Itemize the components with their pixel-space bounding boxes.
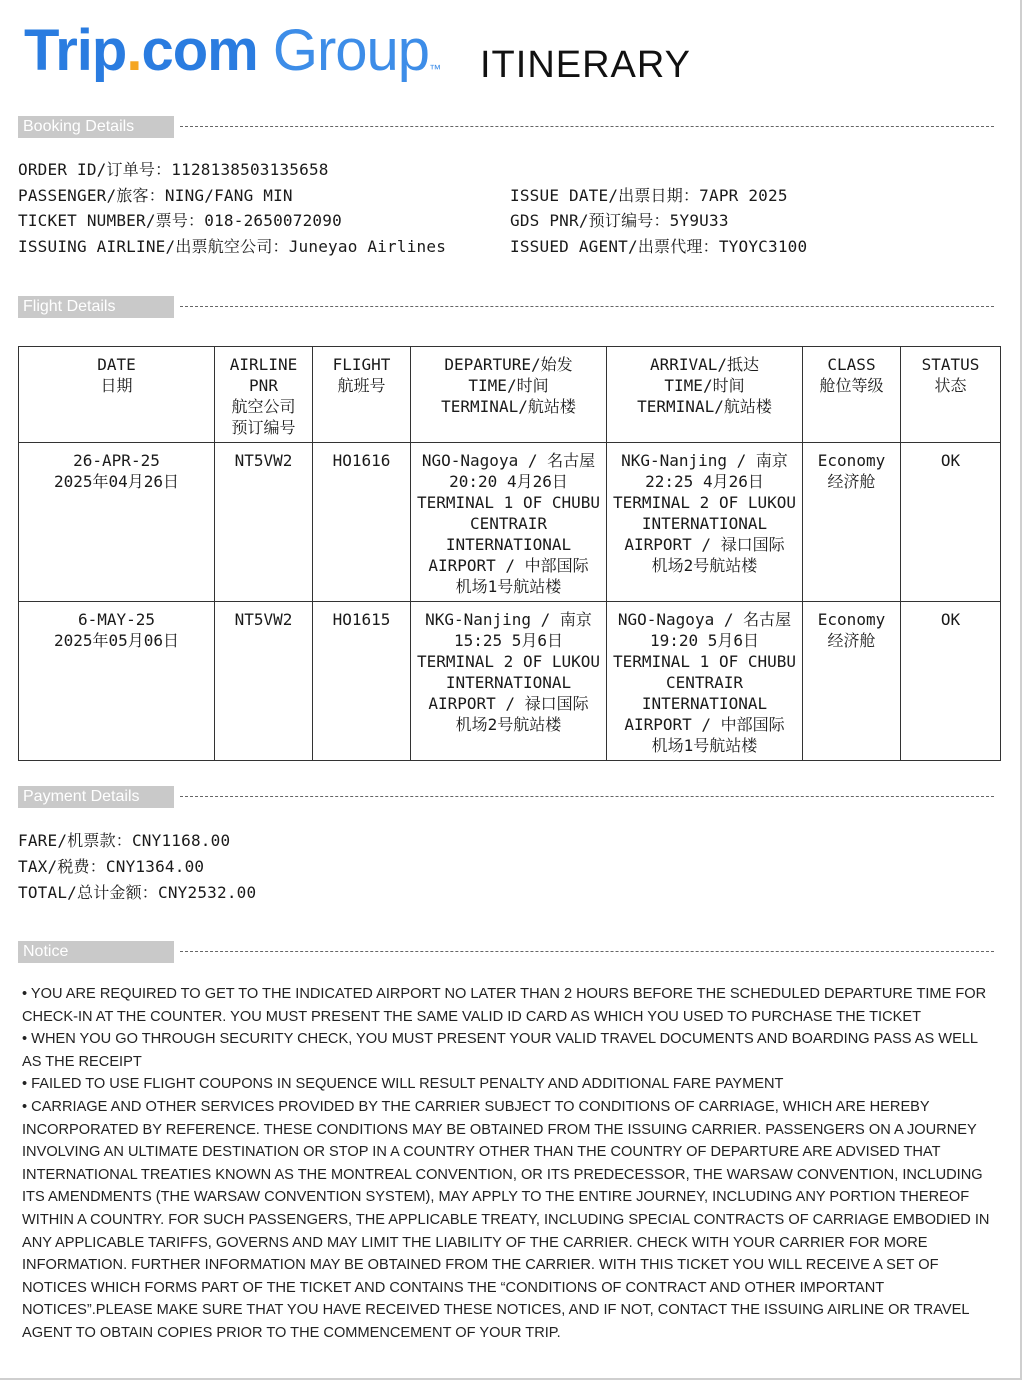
- table-row: [19, 443, 1001, 602]
- tax-amount: TAX/税费：CNY1364.00: [18, 857, 205, 876]
- cell-flight: HO1616: [313, 443, 411, 602]
- cell-departure: NKG-Nanjing / 南京 15:25 5月6日 TERMINAL 2 OF LUKOU INTERNATIONAL AIRPORT / 禄口国际 机场2号航站楼: [411, 602, 607, 761]
- logo-com: com: [141, 18, 258, 83]
- fare-amount: FARE/机票款：CNY1168.00: [18, 831, 231, 850]
- header-arrival: ARRIVAL/抵达 TIME/时间 TERMINAL/航站楼: [607, 347, 803, 443]
- cell-arrival: NKG-Nanjing / 南京 22:25 4月26日 TERMINAL 2 OF LUKOU INTERNATIONAL AIRPORT / 禄口国际 机场2号航站楼: [607, 443, 803, 602]
- cell-status: OK: [901, 602, 1001, 761]
- notice-item: • YOU ARE REQUIRED TO GET TO THE INDICATED AIRPORT NO LATER THAN 2 HOURS BEFORE THE SCHEDULED DEPARTURE TIME FOR CHECK-IN AT THE COUNTER. YOU MUST PRESENT THE SAME VALID ID CARD AS WHICH YOU USED TO PURCHASE THE TICKET: [22, 986, 987, 1025]
- flight-table: [18, 346, 1001, 761]
- dashed-divider: [180, 796, 994, 797]
- document-title: ITINERARY: [480, 44, 692, 86]
- trip-com-group-logo: [24, 14, 440, 88]
- section-payment-details: [18, 786, 994, 808]
- ticket-number: TICKET NUMBER/票号：018-2650072090: [18, 211, 342, 230]
- logo-dot: .: [126, 18, 142, 83]
- passenger-name: PASSENGER/旅客：NING/FANG MIN: [18, 186, 293, 205]
- section-label: Notice: [18, 941, 174, 963]
- table-row: [19, 602, 1001, 761]
- dashed-divider: [180, 951, 994, 952]
- notice-item: • FAILED TO USE FLIGHT COUPONS IN SEQUENCE WILL RESULT PENALTY AND ADDITIONAL FARE PAYMENT: [22, 1076, 784, 1093]
- dashed-divider: [180, 126, 994, 127]
- logo-brand: Trip: [24, 18, 127, 83]
- header-departure: DEPARTURE/始发 TIME/时间 TERMINAL/航站楼: [411, 347, 607, 443]
- notice-list: [22, 983, 997, 1345]
- cell-arrival: NGO-Nagoya / 名古屋 19:20 5月6日 TERMINAL 1 OF CHUBU CENTRAIR INTERNATIONAL AIRPORT / 中部国际 机场1号航站楼: [607, 602, 803, 761]
- cell-date: 26-APR-25 2025年04月26日: [19, 443, 215, 602]
- logo-trademark: ™: [429, 62, 441, 76]
- issued-agent: ISSUED AGENT/出票代理：TYOYC3100: [510, 237, 808, 256]
- header-flight: FLIGHT 航班号: [313, 347, 411, 443]
- order-id: ORDER ID/订单号：1128138503135658: [18, 160, 329, 179]
- header-date: DATE 日期: [19, 347, 215, 443]
- cell-status: OK: [901, 443, 1001, 602]
- cell-class: Economy 经济舱: [803, 443, 901, 602]
- flight-table-header: [19, 347, 1001, 443]
- section-booking-details: [18, 116, 994, 138]
- section-label: Flight Details: [18, 296, 174, 318]
- total-amount: TOTAL/总计金额：CNY2532.00: [18, 883, 257, 902]
- cell-pnr: NT5VW2: [215, 602, 313, 761]
- issue-date: ISSUE DATE/出票日期：7APR 2025: [510, 186, 788, 205]
- cell-date: 6-MAY-25 2025年05月06日: [19, 602, 215, 761]
- dashed-divider: [180, 306, 994, 307]
- cell-flight: HO1615: [313, 602, 411, 761]
- cell-departure: NGO-Nagoya / 名古屋 20:20 4月26日 TERMINAL 1 OF CHUBU CENTRAIR INTERNATIONAL AIRPORT / 中部国际 机场1号航站楼: [411, 443, 607, 602]
- section-notice: [18, 941, 994, 963]
- cell-class: Economy 经济舱: [803, 602, 901, 761]
- header-status: STATUS 状态: [901, 347, 1001, 443]
- logo-group: Group: [257, 18, 430, 83]
- section-flight-details: [18, 296, 994, 318]
- notice-item: • WHEN YOU GO THROUGH SECURITY CHECK, YOU MUST PRESENT YOUR VALID TRAVEL DOCUMENTS AND BOARDING PASS AS WELL AS THE RECEIPT: [22, 1031, 978, 1070]
- header-class: CLASS 舱位等级: [803, 347, 901, 443]
- notice-item: • CARRIAGE AND OTHER SERVICES PROVIDED BY THE CARRIER SUBJECT TO CONDITIONS OF CARRIAGE, WHICH ARE HEREBY INCORPORATED BY REFERENCE. THESE CONDITIONS MAY BE OBTAINED FROM THE ISSUING CARRIER. PASSENGERS ON A JOURNEY INVOLVING AN ULTIMATE DESTINATION OR STOP IN A COUNTRY OTHER THAN THE COUNTRY OF DEPARTURE ARE ADVISED THAT INTERNATIONAL TREATIES KNOWN AS THE MONTREAL CONVENTION, OR ITS PREDECESSOR, THE WARSAW CONVENTION, INCLUDING ITS AMENDMENTS (THE WARSAW CONVENTION SYSTEM), MAY APPLY TO THE ENTIRE JOURNEY, INCLUDING ANY PORTION THEREOF WITHIN A COUNTRY. FOR SUCH PASSENGERS, THE APPLICABLE TREATY, INCLUDING SPECIAL CONTRACTS OF CARRIAGE EMBODIED IN ANY APPLICABLE TARIFFS, GOVERNS AND MAY LIMIT THE LIABILITY OF THE CARRIER. CHECK WITH YOUR CARRIER FOR MORE INFORMATION. FURTHER INFORMATION MAY BE OBTAINED FROM THE CARRIER. WITH THIS TICKET YOU WILL RECEIVE A SET OF NOTICES WHICH FORMS PART OF THE TICKET AND CONTAINS THE “CONDITIONS OF CONTRACT AND OTHER IMPORTANT NOTICES”.PLEASE MAKE SURE THAT YOU HAVE RECEIVED THESE NOTICES, AND IF NOT, CONTACT THE ISSUING AIRLINE OR TRAVEL AGENT TO OBTAIN COPIES PRIOR TO THE COMMENCEMENT OF YOUR TRIP.: [22, 1098, 990, 1341]
- section-label: Payment Details: [18, 786, 174, 808]
- header-airline-pnr: AIRLINE PNR 航空公司 预订编号: [215, 347, 313, 443]
- section-label: Booking Details: [18, 116, 174, 138]
- issuing-airline: ISSUING AIRLINE/出票航空公司：Juneyao Airlines: [18, 237, 447, 256]
- cell-pnr: NT5VW2: [215, 443, 313, 602]
- gds-pnr: GDS PNR/预订编号：5Y9U33: [510, 211, 729, 230]
